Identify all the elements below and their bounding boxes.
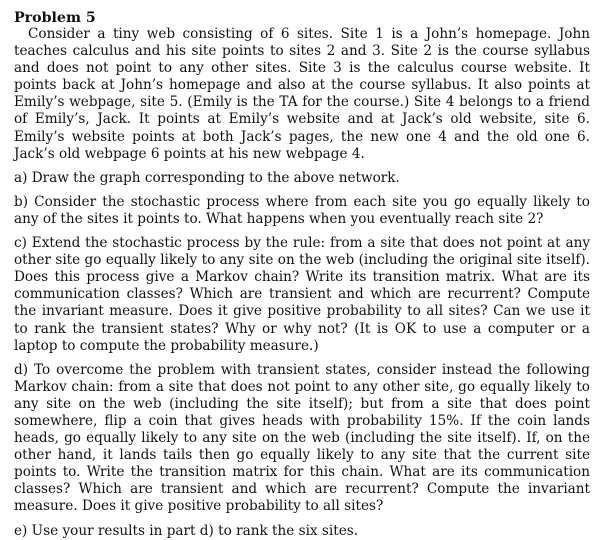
part-e: e) Use your results in part d) to rank the six sites.	[14, 522, 359, 539]
problem-intro: Consider a tiny web consisting of 6 sites. Site 1 is a John’s homepage. John teaches calculus and his site points to sites 2 and 3. Site 2 is the course syllabus and does not point to any other sites. Site 3 is the calculus course website. It points back at John’s homepage and also at the course syllabus. It also points at Emily’s webpage, site 5. (Emily is the TA for the course.) Site 4 belongs to a friend of Emily’s, Jack. It points at Emily’s website and at Jack’s old website, site 6. Emily’s website points at both Jack’s pages, the new one 4 and the old one 6. Jack’s old webpage 6 points at his new webpage 4.	[14, 26, 590, 162]
part-b: b) Consider the stochastic process where from each site you go equally likely to any of the sites it points to. What happens when you eventually reach site 2?	[14, 193, 590, 227]
part-d: d) To overcome the problem with transient states, consider instead the following Markov chain: from a site that does not point to any other site, go equally likely to any site on the web (including the site itself); but from a site that does point somewhere, flip a coin that gives heads with probability 15%. If the coin lands heads, go equally likely to any site on the web (including the site itself). If, on the other hand, it lands tails then go equally likely to any site that the current site points to. Write the transition matrix for this chain. What are its communication classes? Which are transient and which are recurrent? Compute the invariant measure. Does it give positive probability to all sites?	[14, 361, 590, 515]
part-a: a) Draw the graph corresponding to the above network.	[14, 169, 400, 186]
part-c: c) Extend the stochastic process by the rule: from a site that does not point at any other site go equally likely to any site on the web (including the original site itself). Does this process give a Markov chain? Write its transition matrix. What are its communication classes? Which are transient and which are recurrent? Compute the invariant measure. Does it give positive probability to all sites? Can we use it to rank the transient states? Why or why not? (It is OK to use a computer or a laptop to compute the probability measure.)	[14, 235, 590, 354]
problem-title: Problem 5	[14, 10, 96, 26]
